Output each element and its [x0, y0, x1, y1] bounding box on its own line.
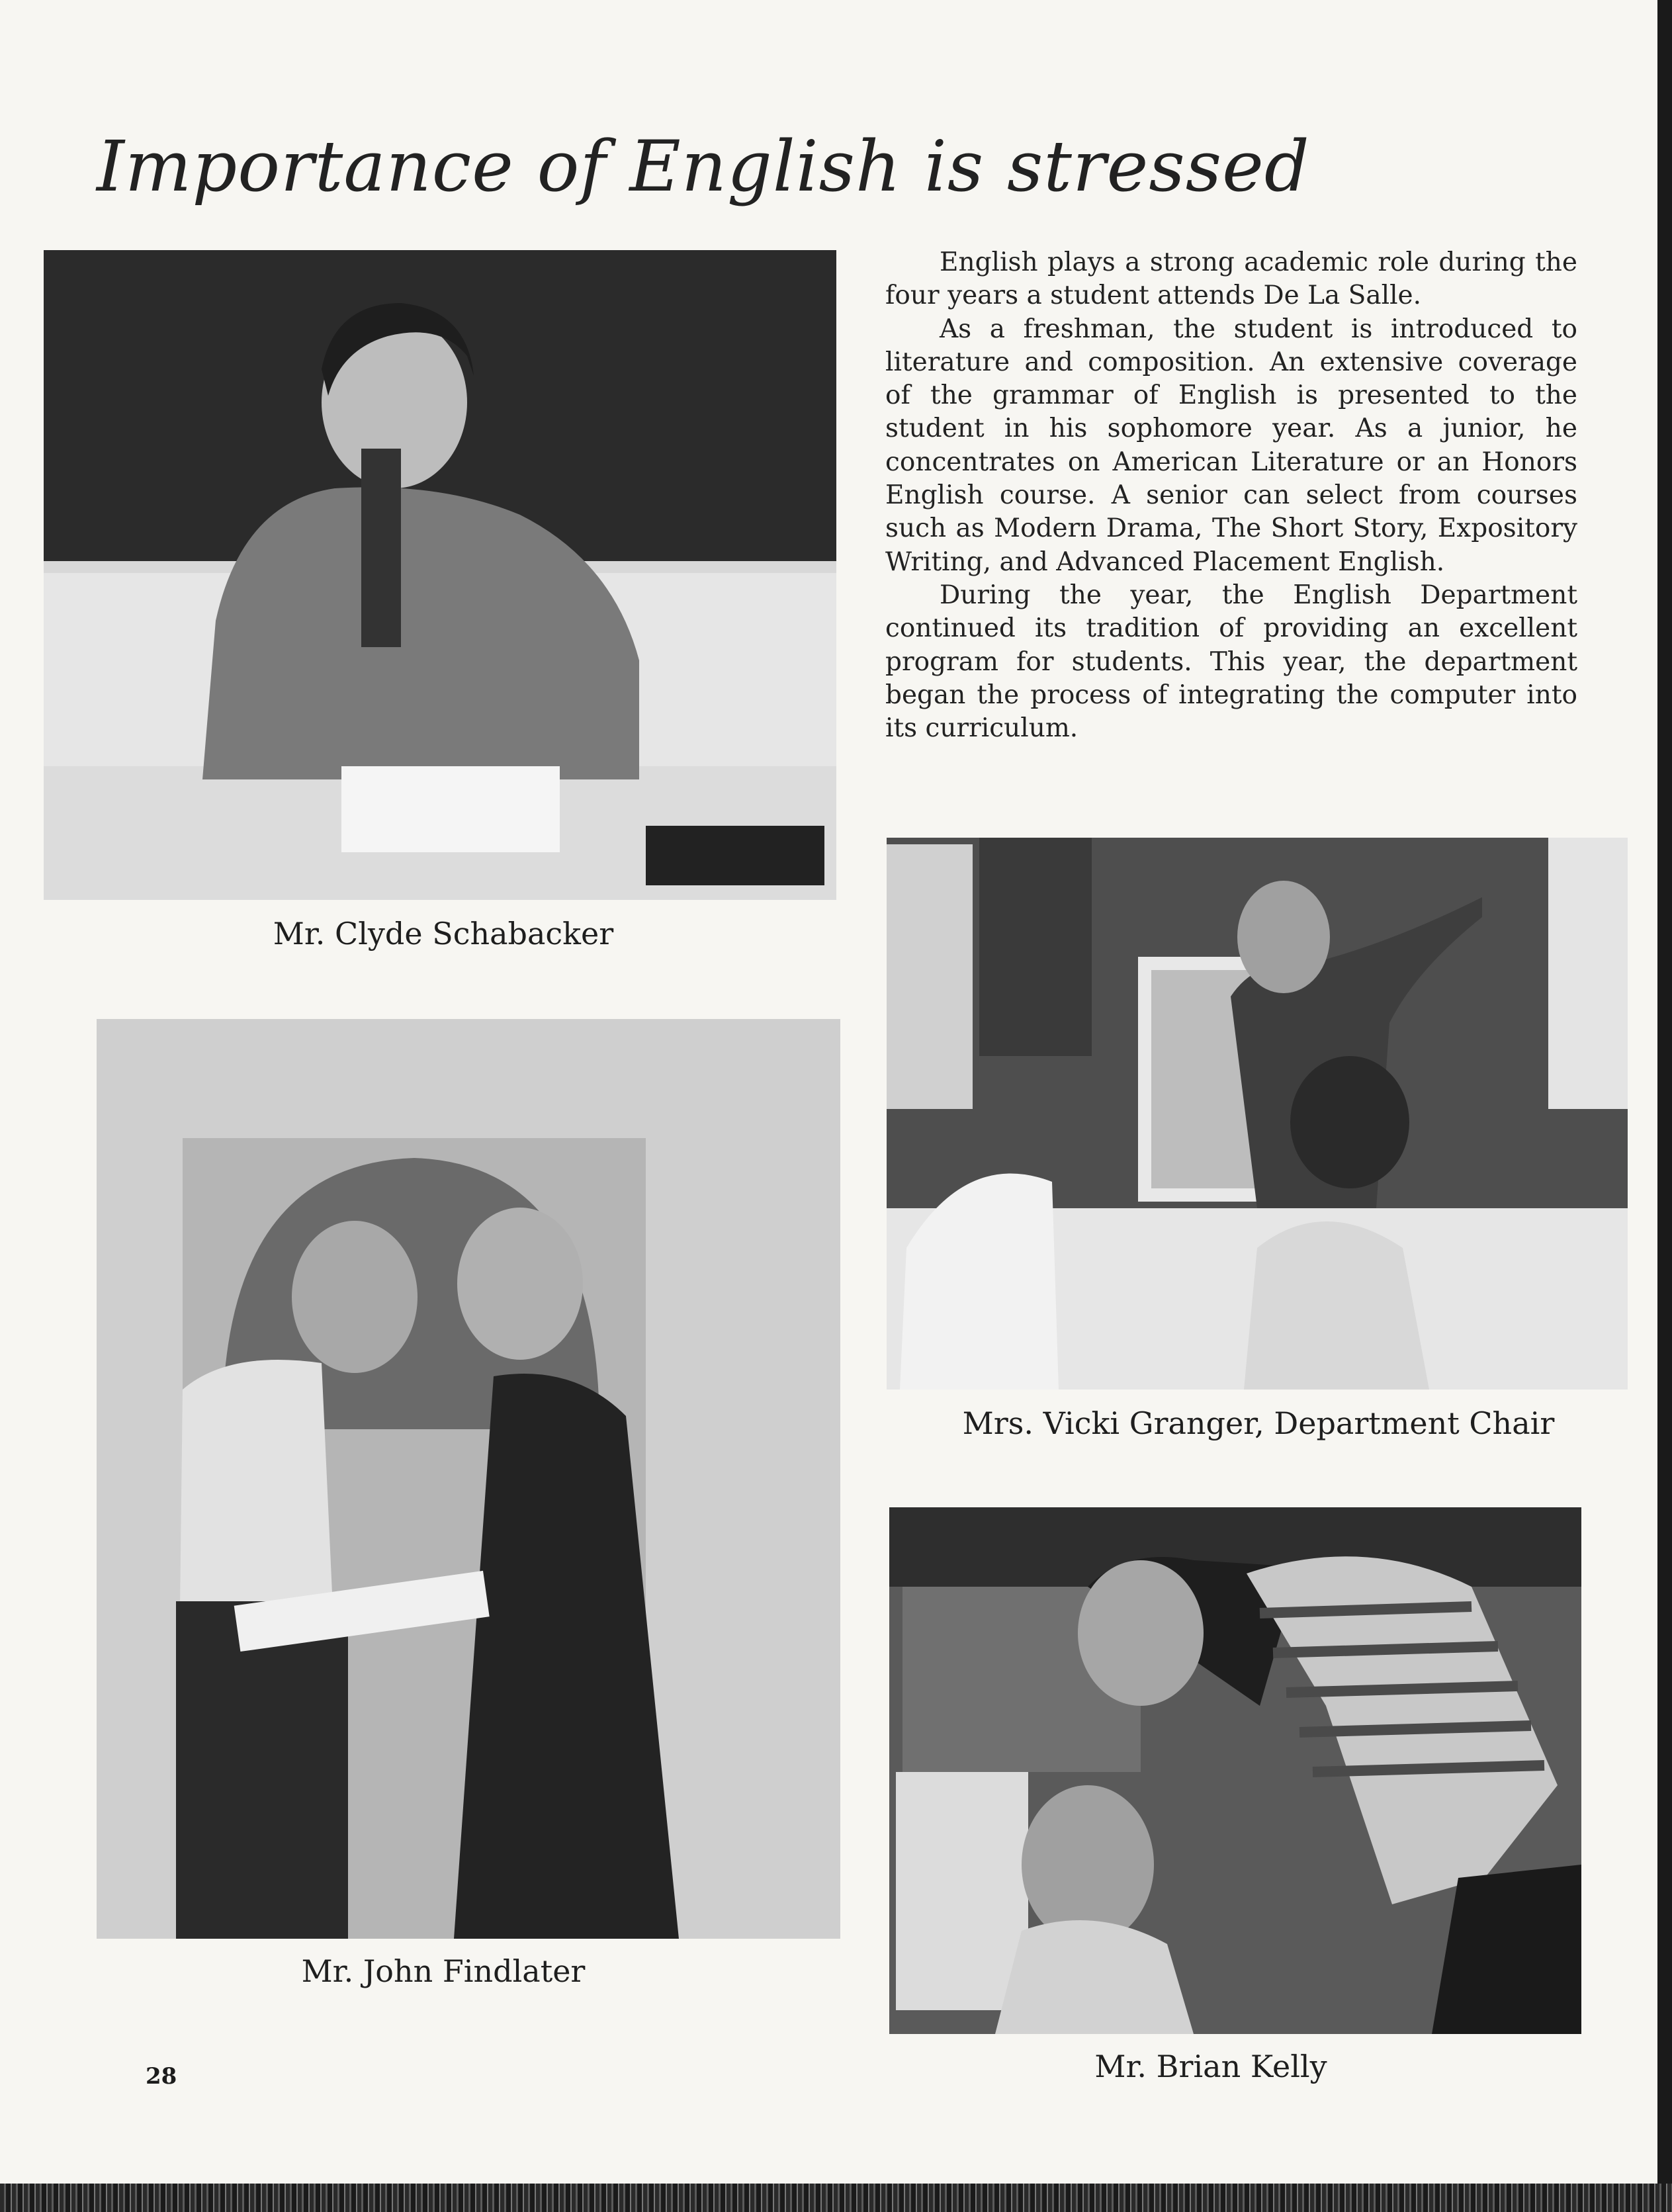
photo-kelly: [889, 1507, 1581, 2034]
caption-granger: Mrs. Vicki Granger, Department Chair: [962, 1405, 1555, 1441]
article-paragraph: As a freshman, the student is introduced to literature and composition. An extensive coverage of the grammar of English is presented to the student in his sophomore year. As a junior, he concentrates on American Literature or an Honors English course. A senior can select from courses such as Modern Drama, The Short Story, Expository Writing, and Advanced Placement English.: [885, 314, 1577, 577]
photo-granger: [887, 838, 1628, 1390]
photo-findlater: [97, 1019, 840, 1939]
scan-strip: [0, 2184, 1672, 2212]
page-title: Importance of English is stressed: [97, 126, 1310, 207]
photo-schabacker: [44, 250, 836, 900]
caption-schabacker: Mr. Clyde Schabacker: [273, 916, 614, 951]
article-paragraph: English plays a strong academic role during the four years a student attends De La Salle.: [885, 247, 1577, 311]
caption-kelly: Mr. Brian Kelly: [1094, 2049, 1327, 2084]
page-edge: [1657, 0, 1672, 2212]
article-paragraph: During the year, the English Department continued its tradition of providing an excellent program for students. This year, the department began the process of integrating the computer into its curriculum.: [885, 580, 1577, 744]
article-body: [885, 246, 1577, 745]
page-number: 28: [146, 2063, 177, 2090]
caption-findlater: Mr. John Findlater: [301, 1953, 586, 1989]
